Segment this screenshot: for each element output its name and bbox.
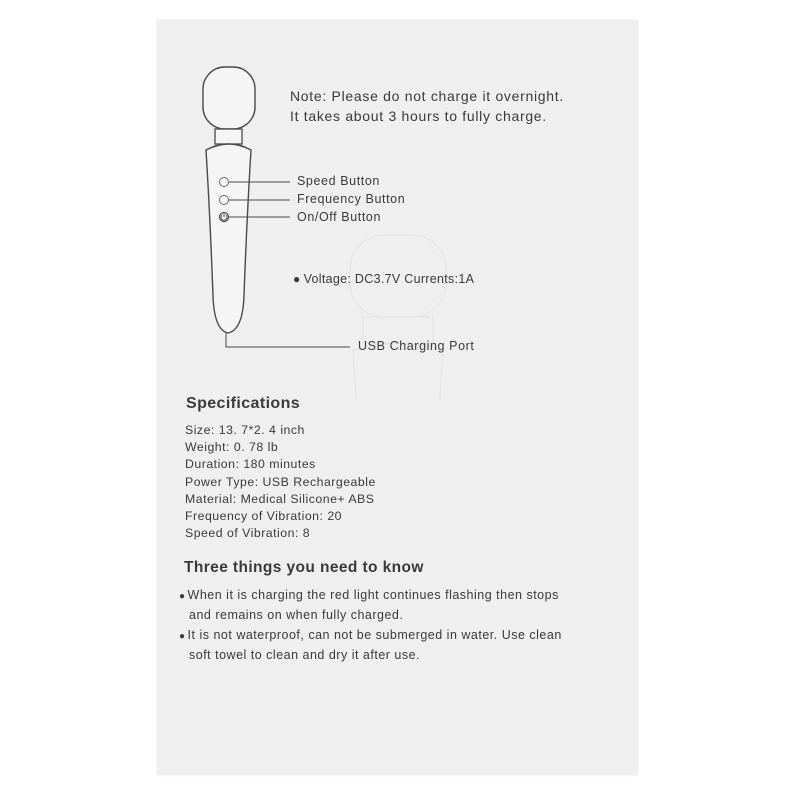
voltage-text: Voltage: DC3.7V Currents:1A	[303, 272, 475, 286]
spec-item-weight: Weight: 0. 78 lb	[185, 440, 279, 455]
three-things-list	[179, 586, 629, 666]
spec-item-duration: Duration: 180 minutes	[185, 457, 316, 472]
list-item-line-1: It is not waterproof, can not be submerged in water. Use clean	[187, 628, 562, 642]
specifications-list	[185, 422, 376, 542]
charging-note-line-2: It takes about 3 hours to fully charge.	[290, 108, 547, 124]
power-button-label: On/Off Button	[297, 210, 382, 224]
list-bullet: ●	[179, 631, 186, 642]
charging-note	[290, 86, 564, 126]
voltage-info	[293, 272, 474, 286]
three-things-heading: Three things you need to know	[184, 559, 424, 576]
spec-item-frequency: Frequency of Vibration: 20	[185, 509, 343, 524]
list-bullet: ●	[179, 591, 186, 602]
spec-item-material: Material: Medical Silicone+ ABS	[185, 491, 375, 506]
list-item	[179, 586, 629, 625]
wand-neck	[215, 129, 242, 144]
list-item-line-2: and remains on when fully charged.	[189, 608, 404, 622]
spec-item-power-type: Power Type: USB Rechargeable	[185, 474, 376, 489]
list-item-line-2: soft towel to clean and dry it after use.	[189, 648, 421, 662]
spec-item-size: Size: 13. 7*2. 4 inch	[185, 423, 305, 437]
charging-note-line-1: Note: Please do not charge it overnight.	[290, 88, 564, 104]
usb-leader-line	[226, 333, 350, 347]
spec-item-speed: Speed of Vibration: 8	[185, 526, 311, 541]
voltage-bullet: ●	[293, 272, 301, 286]
wand-head	[203, 67, 255, 129]
usb-port-label: USB Charging Port	[358, 339, 475, 353]
list-item-line-1: When it is charging the red light continues flashing then stops	[187, 588, 559, 602]
watermark-wand-illustration	[350, 235, 446, 400]
manual-page	[157, 20, 638, 775]
wand-body	[206, 144, 251, 333]
frequency-button-label: Frequency Button	[297, 192, 406, 206]
specifications-heading: Specifications	[186, 395, 301, 412]
list-item	[179, 626, 629, 665]
speed-button-label: Speed Button	[297, 174, 380, 188]
